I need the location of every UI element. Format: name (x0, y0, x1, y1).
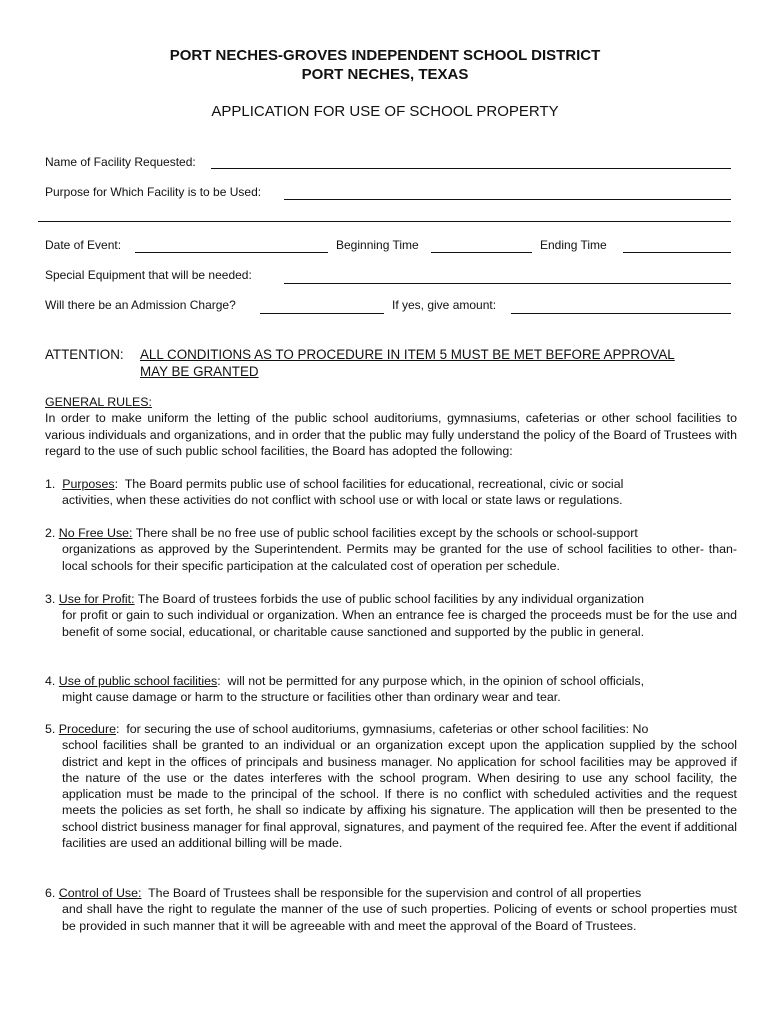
end-time-field[interactable] (623, 252, 731, 253)
rule-title: Procedure (58, 722, 116, 736)
equipment-field[interactable] (284, 283, 731, 284)
amount-label: If yes, give amount: (392, 298, 497, 312)
general-rules-section (45, 394, 737, 459)
rule-item-control-of-use: 6. Control of Use: The Board of Trustees shall be responsible for the supervision and control of all properties and shall have the right to regulate the manner of the use of such properties. Policing of events or school properties must be provided in such manner that it will be agreeable with and meet the approval of the Board of Trustees. (45, 886, 737, 933)
page-title: APPLICATION FOR USE OF SCHOOL PROPERTY (211, 103, 559, 120)
equipment-label: Special Equipment that will be needed: (45, 268, 252, 282)
admission-label: Will there be an Admission Charge? (45, 298, 236, 312)
purpose-field[interactable] (284, 199, 731, 200)
attention-notice (45, 346, 745, 379)
facility-label: Name of Facility Requested: (45, 155, 196, 169)
district-name: PORT NECHES-GROVES INDEPENDENT SCHOOL DISTRICT (169, 47, 601, 64)
rule-title: No Free Use: (58, 526, 133, 540)
rule-item-use-of-facilities: 4. Use of public school facilities: will not be permitted for any purpose which, in the opinion of school officials, might cause damage or harm to the structure or facilities other than ordinary wear and tear. (45, 674, 645, 705)
facility-field[interactable] (211, 168, 731, 169)
rule-item-procedure: 5. Procedure: for securing the use of school auditoriums, gymnasiums, cafeterias or other school facilities: No school facilities shall be granted to an individual or an organization except upon the application supplied by the school district and kept in the offices of principals and business manager. No application for school facilities may be approved if the nature of the use or the dates interferes with the school program. When desiring to use any school facility, the application must be made to the principal of the school. If there is no conflict with scheduled activities and the request meets the policies as set forth, he shall so indicate by affixing his signature. The application will then be presented to the school district business manager for final approval, signatures, and payment of the required fee. After the event if additional facilities are used an additional billing will be made. (45, 722, 737, 851)
date-field[interactable] (135, 252, 328, 253)
admission-field[interactable] (260, 313, 384, 314)
rule-item-no-free-use: 2. No Free Use: There shall be no free use of public school facilities except by the schools or school-support organizations as approved by the Superintendent. Permits may be granted for the use of school facilities to other- than-local schools for their specific participation at the calculated cost of operation per schedule. (45, 526, 737, 573)
general-rules-heading: GENERAL RULES: (45, 395, 152, 409)
amount-field[interactable] (511, 313, 731, 314)
begin-time-label: Beginning Time (336, 238, 419, 252)
attention-line-1: ALL CONDITIONS AS TO PROCEDURE IN ITEM 5 MUST BE MET BEFORE APPROVAL (140, 347, 675, 362)
attention-prefix: ATTENTION: (45, 347, 124, 362)
date-label: Date of Event: (45, 238, 122, 252)
rule-item-purposes: 1. Purposes: The Board permits public use of school facilities for educational, recreational, civic or social activities, when these activities do not conflict with school use or with local or state laws or regulations. (45, 477, 624, 508)
purpose-field-continued[interactable] (38, 221, 731, 222)
general-rules-intro: In order to make uniform the letting of the public school auditoriums, gymnasiums, cafeterias or other school facilities to various individuals and organizations, and in order that the public may fully understand the policy of the Board of Trustees with regard to the use of such public school facilities, the Board has adopted the following: (45, 411, 737, 458)
purpose-label: Purpose for Which Facility is to be Used: (45, 185, 262, 199)
end-time-label: Ending Time (540, 238, 607, 252)
attention-line-2: MAY BE GRANTED (140, 364, 259, 379)
rule-title: Use for Profit: (58, 592, 135, 606)
rule-title: Purposes (62, 477, 115, 491)
rule-item-use-for-profit: 3. Use for Profit: The Board of trustees forbids the use of public school facilities by any individual organization for profit or gain to such individual or organization. When an entrance fee is charged the proceeds must be for the use and benefit of some social, educational, or charitable cause sanctioned and supported by the public in general. (45, 592, 737, 639)
district-city: PORT NECHES, TEXAS (301, 66, 469, 83)
rule-title: Use of public school facilities (58, 674, 218, 688)
begin-time-field[interactable] (431, 252, 532, 253)
rule-title: Control of Use: (58, 886, 142, 900)
